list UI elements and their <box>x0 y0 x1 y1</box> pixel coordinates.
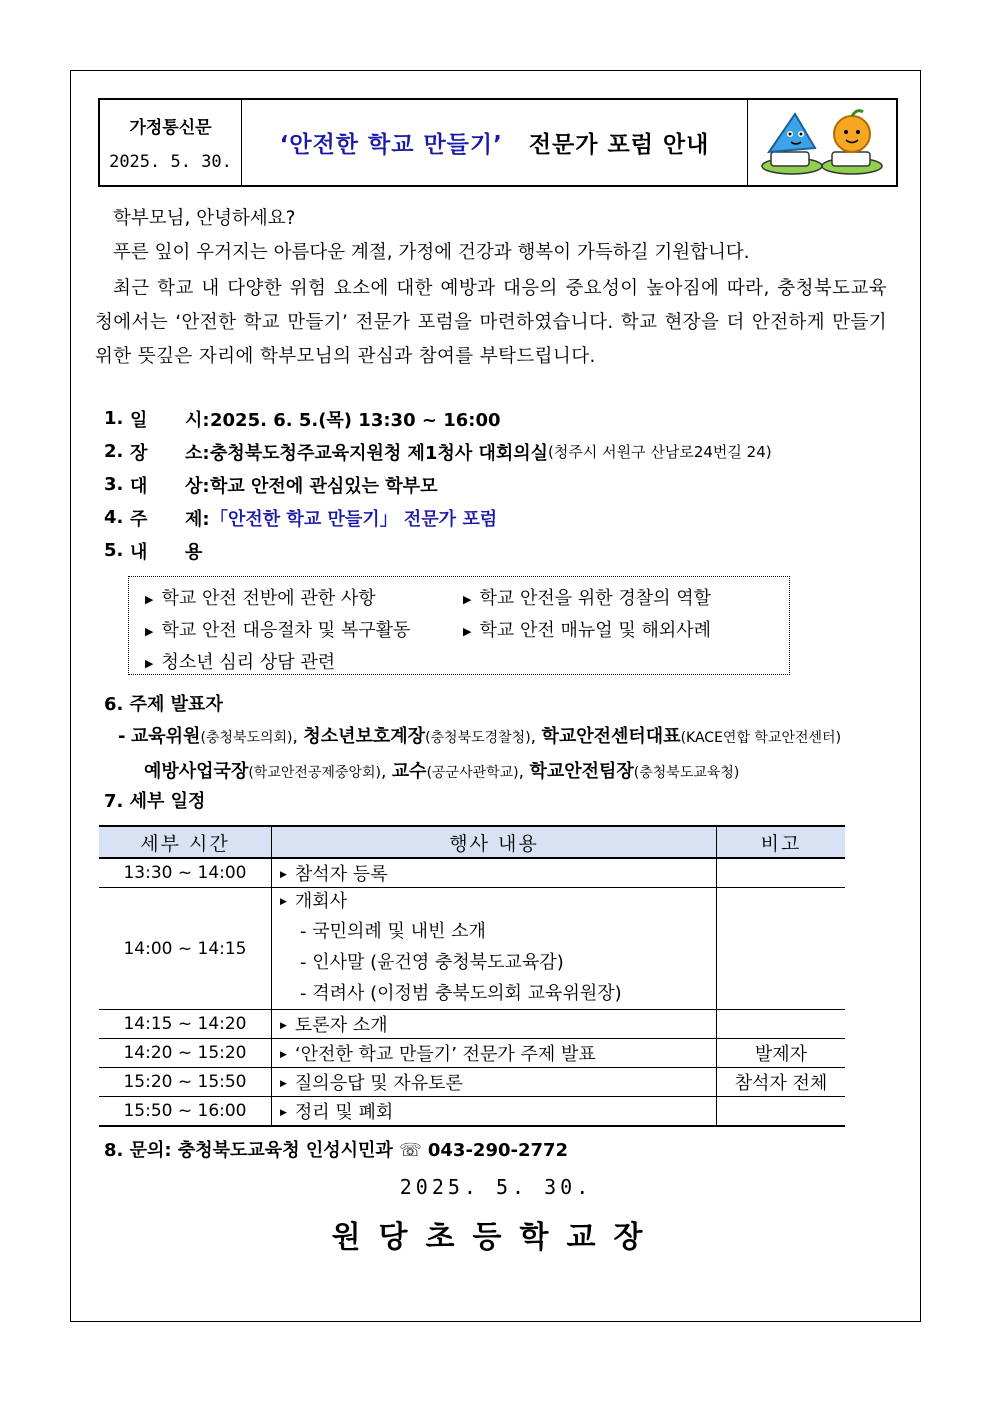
content-item: ▶ 학교 안전을 위한 경찰의 역할 <box>463 588 712 609</box>
col-content-header: 행사 내용 <box>272 826 717 858</box>
section-6-heading: 6. 주제 발표자 <box>104 693 223 715</box>
content-item: ▶ 학교 안전 매뉴얼 및 해외사례 <box>463 620 712 641</box>
content-box <box>128 576 790 675</box>
header-box <box>98 98 898 187</box>
table-header-row <box>99 826 845 858</box>
info-item-target: 3. 대 상: 학교 안전에 관심있는 학부모 <box>104 474 438 497</box>
info-item-date: 1. 일 시: 2025. 6. 5.(목) 13:30 ~ 16:00 <box>104 408 501 431</box>
table-row: 14:20 ~ 15:20 ▶ ‘안전한 학교 만들기’ 전문가 주제 발표 발제자 <box>99 1039 845 1068</box>
page-title <box>242 100 747 185</box>
info-item-content: 5. 내 용 <box>104 540 203 563</box>
triangle-bullet-icon: ▶ <box>280 1108 287 1118</box>
triangle-bullet-icon: ▶ <box>280 870 287 880</box>
phone-icon: ☏ <box>399 1140 422 1161</box>
section-7-heading: 7. 세부 일정 <box>104 790 206 812</box>
triangle-bullet-icon: ▶ <box>280 1079 287 1089</box>
triangle-bullet-icon: ▶ <box>463 624 472 638</box>
content-item: ▶ 학교 안전 전반에 관한 사항 <box>145 588 376 609</box>
info-item-place: 2. 장 소: 충청북도청주교육지원청 제1청사 대회의실 (청주시 서원구 산남로24번길 24) <box>104 441 772 464</box>
table-row: 14:00 ~ 14:15 ▶ 개회사 - 국민의례 및 내빈 소개 - 인사말 (윤건영 충청북도교육감) - 격려사 (이정범 충북도의회 교육위원장) <box>99 888 845 1010</box>
content-item: ▶ 청소년 심리 상담 관련 <box>145 652 336 673</box>
header-label: 가정통신문 <box>129 118 212 138</box>
triangle-bullet-icon: ▶ <box>145 624 154 638</box>
signature: 원당초등학교장 <box>331 1220 661 1255</box>
footer-date: 2025. 5. 30. <box>399 1175 593 1199</box>
info-list <box>104 402 894 567</box>
triangle-bullet-icon: ▶ <box>145 592 154 606</box>
table-row: 14:15 ~ 14:20 ▶ 토론자 소개 <box>99 1010 845 1039</box>
greeting: 학부모님, 안녕하세요? <box>113 208 296 229</box>
table-row: 15:50 ~ 16:00 ▶ 정리 및 폐회 <box>99 1097 845 1127</box>
triangle-bullet-icon: ▶ <box>280 1021 287 1031</box>
triangle-bullet-icon: ▶ <box>280 1050 287 1060</box>
contact-info: 8. 문의: 충청북도교육청 인성시민과 ☏ 043-290-2772 <box>104 1140 569 1161</box>
header-date: 2025. 5. 30. <box>109 152 232 172</box>
intro-paragraph: 최근 학교 내 다양한 위험 요소에 대한 예방과 대응의 중요성이 높아짐에 따라, 충청북도교육청에서는 ‘안전한 학교 만들기’ 전문가 포럼을 마련하였습니다. 학교 현장을 더 안전하게 만들기 위한 뜻깊은 자리에 학부모님의 관심과 참여를 부탁드립니다. <box>95 278 887 367</box>
intro-line-1: 푸른 잎이 우거지는 아름다운 계절, 가정에 건강과 행복이 가득하길 기원합니다. <box>113 242 750 263</box>
col-time-header: 세부 시간 <box>99 826 272 858</box>
mascot-illustration <box>747 100 896 185</box>
content-item: ▶ 학교 안전 대응절차 및 복구활동 <box>145 620 411 641</box>
title-rest: 전문가 포럼 안내 <box>528 132 710 158</box>
phone-number: 043-290-2772 <box>427 1140 569 1161</box>
header-meta <box>100 100 242 185</box>
table-row: 13:30 ~ 14:00 ▶ 참석자 등록 <box>99 858 845 888</box>
mascot-icon <box>757 108 887 178</box>
col-note-header: 비고 <box>717 826 846 858</box>
triangle-bullet-icon: ▶ <box>280 897 287 907</box>
triangle-bullet-icon: ▶ <box>463 592 472 606</box>
table-row: 15:20 ~ 15:50 ▶ 질의응답 및 자유토론 참석자 전체 <box>99 1068 845 1097</box>
presenters-line-2: 예방사업국장(학교안전공제중앙회), 교수(공군사관학교), 학교안전팀장(충청북도교육청) <box>144 761 740 782</box>
presenters-list <box>118 720 908 790</box>
title-quoted: ‘안전한 학교 만들기’ <box>279 132 503 158</box>
presenters-line-1: - 교육위원(충청북도의회), 청소년보호계장(충청북도경찰청), 학교안전센터대표(KACE연합 학교안전센터) <box>118 726 842 747</box>
triangle-bullet-icon: ▶ <box>145 656 154 670</box>
info-item-topic: 4. 주 제: 「안전한 학교 만들기」 전문가 포럼 <box>104 507 498 530</box>
schedule-table <box>99 825 845 1127</box>
